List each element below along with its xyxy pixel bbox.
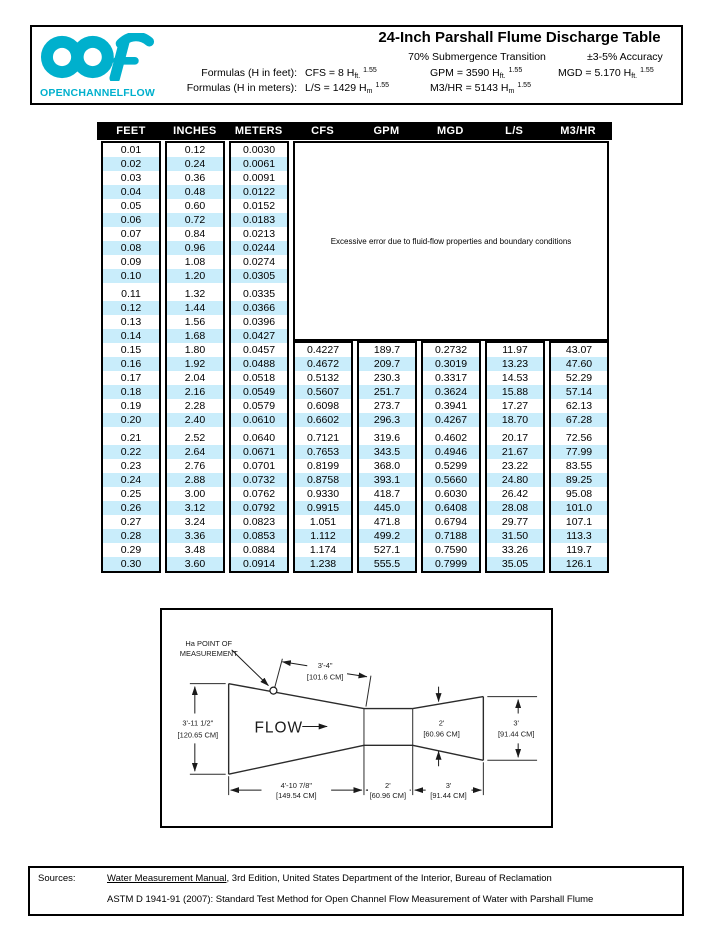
table-cell: 0.7999 [423,557,479,571]
table-cell: 0.3941 [434,400,468,412]
throat-width-metric: [60.96 CM] [423,729,460,739]
table-cell: 0.4267 [423,413,479,427]
table-cell: 52.29 [565,372,593,384]
table-cell: 18.70 [487,413,543,427]
table-cell: 0.0732 [231,473,287,487]
flow-label: FLOW [254,719,304,737]
table-cell: 0.3019 [423,357,479,371]
table-cell: 1.051 [309,516,337,528]
wall-dim-metric: [101.6 CM] [306,672,344,682]
table-cell: 0.0853 [231,529,287,543]
table-cell: 1.56 [184,316,206,328]
table-cell: 0.0518 [242,372,276,384]
source-line-1: Water Measurement Manual, 3rd Edition, United States Department of the Interior, Bureau of Reclamation [107,873,552,884]
table-cell: 0.0762 [242,488,276,500]
table-cell: 28.08 [487,501,543,515]
table-column [421,341,481,573]
table-cell: 0.5607 [295,385,351,399]
table-cell: 0.07 [120,228,142,240]
table-cell: 11.97 [502,344,528,356]
table-cell: 2.28 [184,400,206,412]
table-cell: 0.5660 [423,473,479,487]
table-cell: 0.30 [103,557,159,571]
table-cell: 0.09 [120,256,142,268]
table-cell: 0.14 [103,329,159,343]
table-cell: 499.2 [359,529,415,543]
dimension-lines [195,650,518,790]
column-header-l-s: L/S [505,125,524,137]
table-cell: 343.5 [359,445,415,459]
table-cell: 0.0030 [242,144,276,156]
column-header-inches: INCHES [173,125,217,137]
table-cell: 0.9915 [295,501,351,515]
throat-width-value: 2' [438,718,445,728]
table-cell: 0.8758 [295,473,351,487]
table-cell: 368.0 [373,460,401,472]
table-header-row [97,122,612,140]
table-cell: 83.55 [565,460,593,472]
table-cell: 296.3 [359,413,415,427]
converging-length-metric: [149.54 CM] [276,791,317,801]
table-cell: 0.96 [167,241,223,255]
column-header-mgd: MGD [437,125,464,137]
table-cell: 0.0427 [231,329,287,343]
table-cell: 0.36 [184,172,206,184]
formula-gpm: GPM = 3590 $H_{ft.}^{1.55}$ [430,67,523,80]
table-cell: 0.12 [184,144,206,156]
sources-label: Sources: [38,873,76,884]
table-cell: 0.7653 [295,445,351,459]
table-cell: 0.27 [120,516,142,528]
table-cell: 0.0091 [242,172,276,184]
throat-length-value: 2' [385,781,391,791]
inlet-width-metric: [120.65 CM] [177,730,219,740]
table-cell: 0.3317 [434,372,468,384]
table-cell: 0.0183 [231,213,287,227]
table-cell: 17.27 [501,400,529,412]
table-cell: 113.3 [551,529,607,543]
table-cell: 3.60 [167,557,223,571]
table-cell: 189.7 [373,344,401,356]
table-cell: 33.26 [501,544,529,556]
sources [28,866,684,916]
table-cell: 0.23 [120,460,142,472]
table-cell: 0.4602 [434,432,468,444]
table-cell: 0.7121 [306,432,340,444]
table-cell: 0.05 [120,200,142,212]
table-cell: 0.0671 [231,445,287,459]
table-cell: 43.07 [565,344,593,356]
table-cell: 77.99 [551,445,607,459]
table-cell: 0.11 [121,288,141,300]
table-cell: 555.5 [359,557,415,571]
table-cell: 0.7590 [434,544,468,556]
table-cell: 0.0244 [231,241,287,255]
formulas-feet-label: Formulas (H in feet): [201,67,297,79]
table-cell: 0.6098 [306,400,340,412]
table-cell: 0.29 [120,544,142,556]
table-cell: 0.22 [103,445,159,459]
throat-length-metric: [60.96 CM] [369,791,407,801]
table-cell: 0.02 [103,157,159,171]
table-cell: 2.40 [167,413,223,427]
extension-lines [190,659,537,795]
table-cell: 1.20 [167,269,223,283]
table-cell: 62.13 [565,400,593,412]
diverging-length-value: 3' [445,781,452,791]
table-cell: 57.14 [551,385,607,399]
table-cell: 0.25 [120,488,142,500]
table-cell: 107.1 [565,516,593,528]
table-cell: 0.0610 [231,413,287,427]
table-cell: 67.28 [551,413,607,427]
table-column [229,141,289,573]
table-cell: 1.08 [184,256,206,268]
table-cell: 0.0884 [242,544,276,556]
table-cell: 0.03 [120,172,142,184]
table-cell: 1.174 [309,544,337,556]
table-cell: 0.0549 [231,385,287,399]
flume-diagram [160,608,553,828]
table-cell: 0.0701 [242,460,276,472]
table-cell: 1.44 [167,301,223,315]
table-cell: 0.18 [103,385,159,399]
table-cell: 0.21 [120,432,142,444]
formula-mgd: MGD = 5.170 $H_{ft.}^{1.55}$ [558,67,654,80]
column-header-meters: METERS [234,125,283,137]
formulas-meters-label: Formulas (H in meters): [186,82,297,94]
table-cell: 0.17 [120,372,142,384]
table-cell: 3.00 [184,488,206,500]
table-cell: 1.112 [295,529,351,543]
column-header-cfs: CFS [311,125,335,137]
table-cell: 2.16 [167,385,223,399]
column-header-gpm: GPM [373,125,400,137]
table-cell: 29.77 [501,516,529,528]
table-cell: 418.7 [373,488,401,500]
table-cell: 0.0366 [231,301,287,315]
table-cell: 0.04 [103,185,159,199]
table-cell: 0.0579 [242,400,276,412]
parshall-flume-plan-drawing [162,610,551,826]
head-columns [101,141,289,573]
table-cell: 0.0640 [242,432,276,444]
table-cell: 1.92 [167,357,223,371]
table-cell: 20.17 [501,432,529,444]
table-cell: 0.4672 [295,357,351,371]
table-cell: 1.238 [295,557,351,571]
table-cell: 0.48 [167,185,223,199]
source-title: Water Measurement Manual [107,873,227,884]
table-cell: 0.16 [103,357,159,371]
table-cell: 35.05 [487,557,543,571]
table-cell: 2.04 [184,372,206,384]
table-cell: 0.72 [167,213,223,227]
table-cell: 2.88 [167,473,223,487]
table-cell: 0.0914 [231,557,287,571]
table-cell: 0.13 [120,316,142,328]
table-cell: 273.7 [373,400,401,412]
outlet-width-metric: [91.44 CM] [497,729,535,739]
table-cell: 101.0 [551,501,607,515]
table-cell: 0.20 [103,413,159,427]
discharge-table [97,122,612,573]
table-cell: 251.7 [359,385,415,399]
table-cell: 0.24 [103,473,159,487]
table-cell: 0.10 [103,269,159,283]
table-cell: 89.25 [551,473,607,487]
table-cell: 95.08 [565,488,593,500]
inlet-width-value: 3'-11 1/2" [182,718,214,728]
table-column [485,341,545,573]
source-line-2: ASTM D 1941-91 (2007): Standard Test Method for Open Channel Flow Measurement of Water with Parshall Flume [107,894,594,905]
table-cell: 319.6 [373,432,401,444]
table-cell: 0.0213 [242,228,276,240]
table-cell: 445.0 [359,501,415,515]
table-cell: 0.8199 [306,460,340,472]
table-body [97,141,612,573]
table-cell: 0.9330 [306,488,340,500]
table-cell: 0.6602 [295,413,351,427]
table-cell: 0.6030 [434,488,468,500]
table-cell: 0.5299 [434,460,468,472]
table-cell: 209.7 [359,357,415,371]
page-title: 24-Inch Parshall Flume Discharge Table [378,29,661,46]
converging-length-value: 4'-10 7/8" [280,781,313,791]
table-cell: 2.64 [167,445,223,459]
flow-columns [293,141,609,573]
table-cell: 0.12 [103,301,159,315]
table-cell: 0.6794 [434,516,468,528]
table-cell: 0.3624 [423,385,479,399]
table-cell: 47.60 [551,357,607,371]
table-cell: 24.80 [487,473,543,487]
ha-label-line1: Ha POINT OF [185,638,233,648]
table-cell: 0.6408 [423,501,479,515]
table-cell: 0.60 [184,200,206,212]
table-cell: 13.23 [487,357,543,371]
table-cell: 119.7 [566,544,592,556]
table-cell: 14.53 [501,372,529,384]
table-column [293,341,353,573]
table-cell: 3.48 [184,544,206,556]
table-cell: 2.52 [184,432,206,444]
excessive-error-note: Excessive error due to fluid-flow properties and boundary conditions [293,141,609,341]
table-cell: 0.0792 [231,501,287,515]
outlet-width-value: 3' [513,718,519,728]
ha-label-line2: MEASUREMENT [179,648,238,658]
table-cell: 23.22 [501,460,529,472]
ha-measurement-point [270,687,277,694]
diverging-length-metric: [91.44 CM] [430,791,467,801]
table-cell: 3.24 [184,516,206,528]
table-cell: 0.0305 [231,269,287,283]
table-cell: 0.06 [103,213,159,227]
table-cell: 393.1 [359,473,415,487]
table-cell: 0.0457 [242,344,276,356]
table-cell: 0.0152 [242,200,276,212]
table-cell: 26.42 [501,488,529,500]
table-cell: 0.0274 [242,256,276,268]
table-cell: 0.0823 [242,516,276,528]
table-cell: 0.5132 [306,372,340,384]
column-header-feet: FEET [116,125,146,137]
table-cell: 126.1 [551,557,607,571]
table-cell: 1.68 [167,329,223,343]
table-cell: 1.80 [184,344,206,356]
table-cell: 0.01 [120,144,142,156]
wall-dim-value: 3'-4" [317,660,333,670]
table-cell: 0.84 [184,228,206,240]
table-cell: 3.36 [167,529,223,543]
accuracy-note: ±3-5% Accuracy [587,51,663,63]
table-cell: 31.50 [487,529,543,543]
table-cell: 0.0396 [242,316,276,328]
table-cell: 0.0335 [242,288,276,300]
table-cell: 471.8 [373,516,401,528]
column-header-m3-hr: M3/HR [560,125,596,137]
table-cell: 0.2732 [434,344,468,356]
table-cell: 0.24 [167,157,223,171]
table-cell: 0.26 [103,501,159,515]
submergence-note: 70% Submergence Transition [408,51,546,63]
table-cell: 0.4946 [423,445,479,459]
table-cell: 0.08 [103,241,159,255]
table-cell: 72.56 [565,432,593,444]
table-cell: 230.3 [373,372,401,384]
table-cell: 0.7188 [423,529,479,543]
formula-m3hr: M3/HR = 5143 $H_m^{1.55}$ [430,82,531,95]
table-cell: 3.12 [167,501,223,515]
table-cell: 0.19 [120,400,142,412]
table-cell: 0.0061 [231,157,287,171]
table-column [357,341,417,573]
table-column [165,141,225,573]
table-cell: 0.4227 [306,344,340,356]
table-cell: 527.1 [373,544,401,556]
logo-wordmark: OPENCHANNELFLOW [40,87,155,99]
table-cell: 1.32 [184,288,206,300]
table-cell: 15.88 [487,385,543,399]
document-header [30,25,683,105]
table-cell: 2.76 [184,460,206,472]
table-cell: 21.67 [487,445,543,459]
table-cell: 0.0488 [231,357,287,371]
formula-ls: L/S = 1429 $H_m^{1.55}$ [305,82,390,95]
table-cell: 0.15 [120,344,142,356]
table-column [549,341,609,573]
table-cell: 0.0122 [231,185,287,199]
table-cell: 0.28 [103,529,159,543]
table-column [101,141,161,573]
formula-cfs: CFS = 8 $H_{ft.}^{1.55}$ [305,67,377,80]
